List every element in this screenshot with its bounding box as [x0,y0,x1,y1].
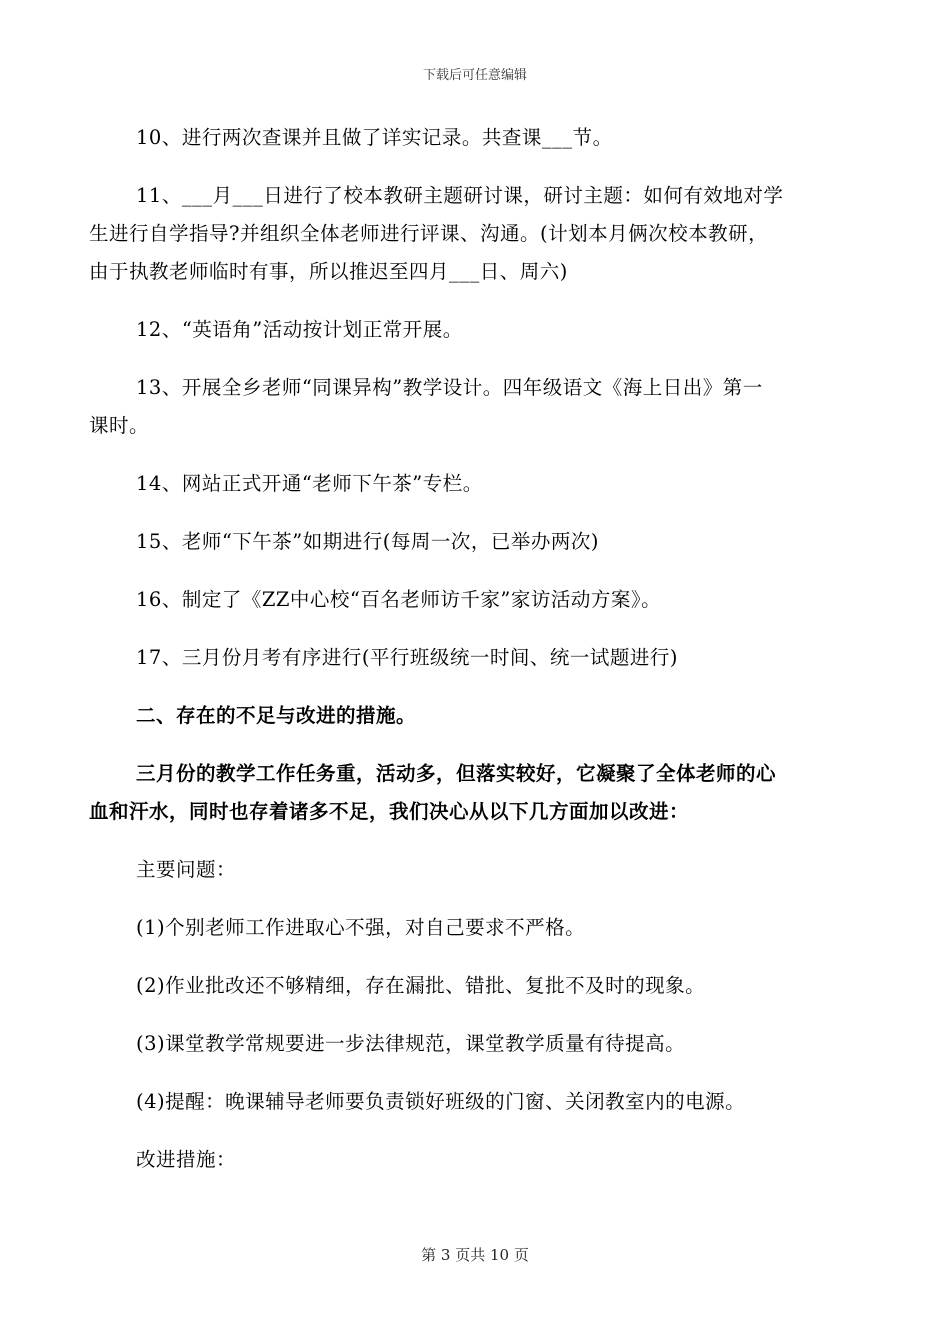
text-line: (3)课堂教学常规要进一步法律规范，课堂教学质量有待提高。 [136,1032,686,1055]
text-line: 课时。 [89,414,150,437]
text-line: 13、开展全乡老师“同课异构”教学设计。四年级语文《海上日出》第一 [136,376,763,399]
page-footer: 第 3 页共 10 页 [421,1246,529,1264]
text-line: (1)个别老师工作进取心不强，对自己要求不严格。 [136,916,586,939]
bold-text-line: 血和汗水，同时也存着诸多不足，我们决心从以下几方面加以改进： [89,800,690,823]
text-line: 16、制定了《ZZ中心校“百名老师访千家”家访活动方案》。 [136,588,662,611]
text-line: (4)提醒：晚课辅导老师要负责锁好班级的门窗、关闭教室内的电源。 [136,1090,746,1113]
text-line: 11、___月___日进行了校本教研主题研讨课，研讨主题：如何有效地对学 [136,184,784,207]
text-line: 生进行自学指导?并组织全体老师进行评课、沟通。(计划本月俩次校本教研， [89,222,769,245]
text-line: (2)作业批改还不够精细，存在漏批、错批、复批不及时的现象。 [136,974,706,997]
text-line: 10、进行两次查课并且做了详实记录。共查课___节。 [136,126,613,149]
bold-text-line: 三月份的教学工作任务重，活动多，但落实较好，它凝聚了全体老师的心 [136,762,777,785]
page-header: 下载后可任意编辑 [422,68,527,83]
text-line: 12、“英语角”活动按计划正常开展。 [136,318,463,341]
text-line: 15、老师“下午茶”如期进行(每周一次，已举办两次) [136,530,599,553]
bold-text-line: 二、存在的不足与改进的措施。 [136,704,417,727]
text-line: 主要问题： [136,858,237,881]
text-line: 14、网站正式开通“老师下午茶”专栏。 [136,472,483,495]
text-line: 由于执教老师临时有事，所以推迟至四月___日、周六) [89,260,568,283]
text-line: 17、三月份月考有序进行(平行班级统一时间、统一试题进行) [136,646,679,669]
text-line: 改进措施： [136,1148,237,1171]
